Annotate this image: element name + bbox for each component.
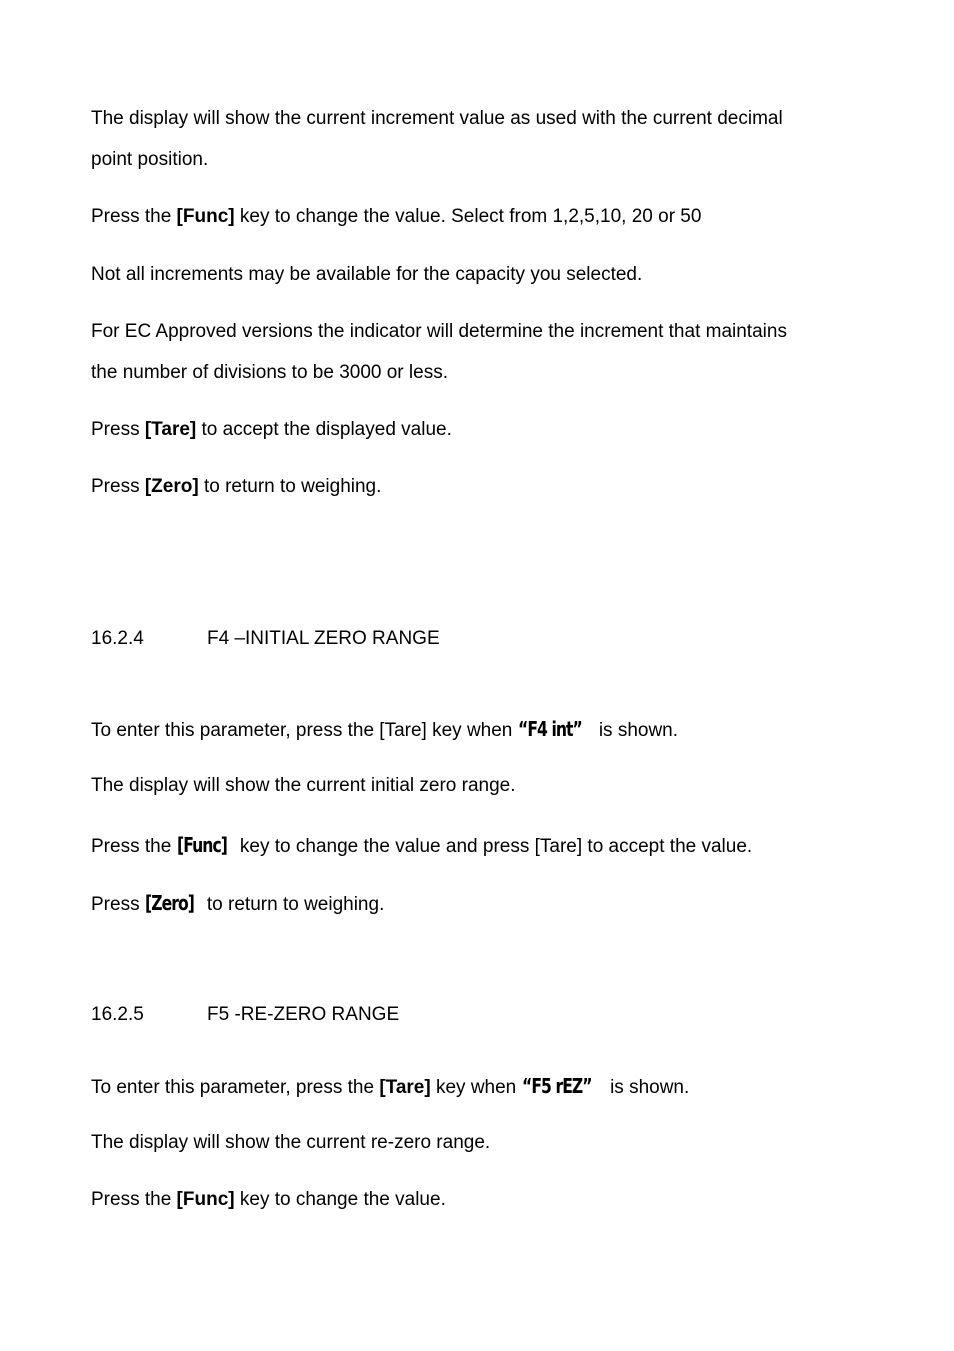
f5-paragraph-2: The display will show the current re-zero range. — [91, 1132, 491, 1153]
intro-paragraph-3: Not all increments may be available for the capacity you selected. — [91, 264, 643, 285]
text: is shown. — [593, 720, 679, 741]
text: Press — [91, 476, 145, 497]
intro-paragraph-1-line-1: The display will show the current increment value as used with the current decimal — [91, 108, 783, 129]
section-title: F4 –INITIAL ZERO RANGE — [207, 628, 440, 649]
f4-paragraph-4 — [91, 891, 384, 917]
text: Press — [91, 894, 145, 915]
text: key to change the value and press [Tare] to accept the value. — [234, 836, 753, 857]
text: Press the — [91, 1189, 177, 1210]
f4-paragraph-1 — [91, 717, 678, 743]
text: is shown. — [604, 1077, 690, 1098]
section-heading-f5 — [91, 1003, 399, 1027]
func-key-label: [Func] — [176, 206, 235, 227]
text: key when — [430, 1077, 522, 1098]
tare-key-label: [Tare] — [144, 419, 197, 440]
f5-paragraph-3 — [91, 1188, 446, 1212]
text: to accept the displayed value. — [196, 419, 452, 440]
intro-paragraph-5 — [91, 418, 452, 442]
intro-paragraph-1-line-2: point position. — [91, 149, 209, 170]
text: key to change the value. — [234, 1189, 446, 1210]
section-heading-f4 — [91, 627, 440, 651]
func-key-label: [Func] — [176, 1189, 235, 1210]
text: Press the — [91, 836, 177, 857]
text: to return to weighing. — [198, 476, 382, 497]
display-code-f5-rez: “F5 rEZ” — [521, 1074, 592, 1098]
intro-paragraph-6 — [91, 475, 381, 499]
text: Press the — [91, 206, 177, 227]
section-number: 16.2.4 — [91, 628, 144, 649]
func-key-label: [Func] — [176, 833, 227, 857]
f4-paragraph-3 — [91, 833, 752, 859]
zero-key-label: [Zero] — [144, 476, 199, 497]
text: key to change the value. Select from 1,2,5,10, 20 or 50 — [234, 206, 702, 227]
text: Press — [91, 419, 145, 440]
intro-paragraph-4-line-1: For EC Approved versions the indicator will determine the increment that maintains — [91, 321, 787, 342]
text: to return to weighing. — [201, 894, 385, 915]
section-title: F5 -RE-ZERO RANGE — [207, 1004, 400, 1025]
zero-key-label: [Zero] — [144, 891, 194, 915]
f5-paragraph-1 — [91, 1074, 689, 1100]
intro-paragraph-2 — [91, 205, 701, 229]
intro-paragraph-4-line-2: the number of divisions to be 3000 or less. — [91, 362, 448, 383]
display-code-f4-int: “F4 int” — [517, 717, 582, 741]
tare-key-label: [Tare] — [379, 1077, 431, 1098]
text: To enter this parameter, press the [Tare] key when — [91, 720, 518, 741]
f4-paragraph-2: The display will show the current initial zero range. — [91, 775, 516, 796]
section-number: 16.2.5 — [91, 1004, 144, 1025]
text: To enter this parameter, press the — [91, 1077, 380, 1098]
